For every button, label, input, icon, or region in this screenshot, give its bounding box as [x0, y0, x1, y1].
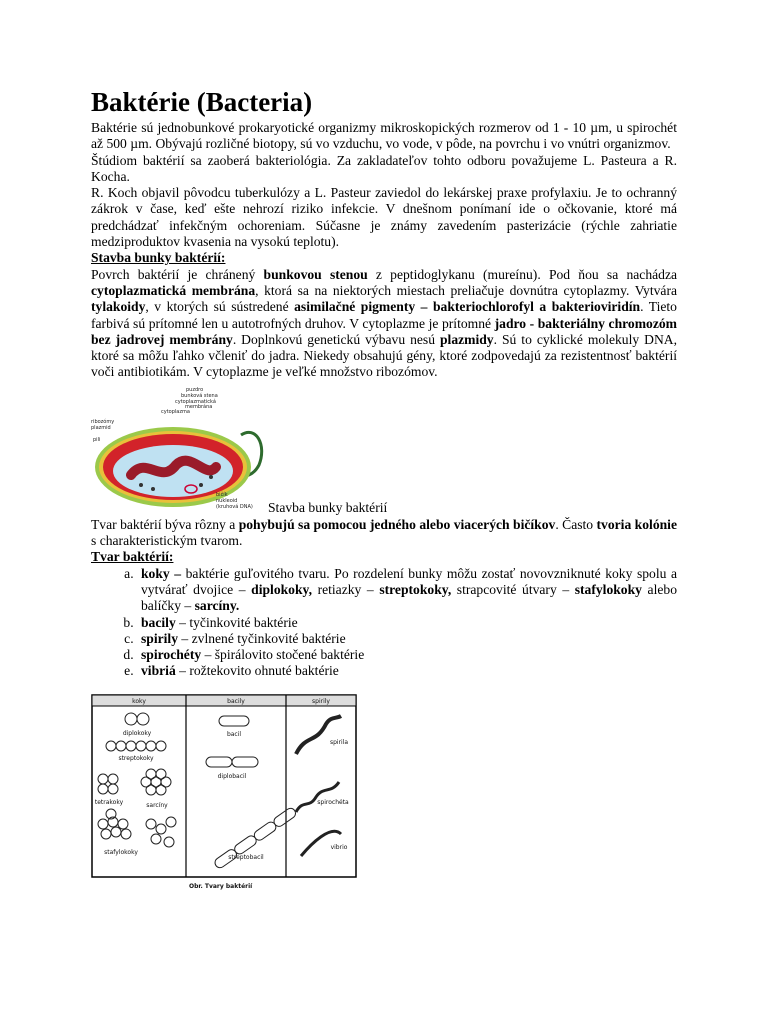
label-ribosomes: ribozómy	[91, 418, 115, 425]
label-cytoplasm: cytoplazma	[161, 408, 190, 415]
label-sarciny: sarcíny	[146, 801, 168, 809]
label-pili: pili	[93, 436, 101, 443]
shapes-list	[91, 566, 677, 680]
label-flagellum: bičík	[216, 491, 228, 498]
structure-paragraph: Povrch baktérií je chránený bunkovou stenou z peptidoglykanu (mureínu). Pod ňou sa nachádza cytoplazmatická membrána, ktorá sa na niektorých miestach preliačuje dovnútra cytoplazmy. Vytvára tylakoidy, v ktorých sú sústredené asimilačné pigmenty – bakteriochlorofyl a bakterioviridín. Tieto farbivá sú prítomné len u autotrofných druhov. V cytoplazme je prítomné jadro - bakteriálny chromozóm bez jadrovej membrány. Doplnkovú genetickú výbavu nesú plazmidy. Sú to cyklické molekuly DNA, ktoré sa môžu ľahko včleniť do jadra. Niekedy obsahujú gény, ktoré zodpovedajú za rezistentnosť baktérií voči antibiotikám. V cytoplazme je veľké množstvo ribozómov.	[91, 266, 678, 380]
structure-heading: Stavba bunky baktérií:	[91, 250, 226, 266]
label-plasmid: plazmid	[91, 424, 111, 431]
label-bacil: bacil	[226, 730, 242, 738]
label-membrane-2: membrána	[185, 403, 213, 410]
label-streptokoky: streptokoky	[118, 754, 154, 762]
label-capsule: puzdro	[186, 386, 204, 393]
list-item: c. spirily – zvlnené tyčinkovité baktérie	[137, 631, 677, 647]
shapes-heading: Tvar baktérií:	[91, 549, 174, 565]
label-streptobacil: streptobacil	[228, 853, 264, 861]
shapes-figure-caption: Obr. Tvary baktérií	[189, 882, 253, 890]
label-spirila: spirila	[329, 738, 349, 746]
label-tetrakoky: tetrakoky	[94, 798, 124, 806]
intro-paragraph-3: R. Koch objavil pôvodcu tuberkulózy a L. Pasteur zaviedol do lekárskej praxe profylaxiu. Je to ochranný zákrok v čase, keď ešte nehrozí riziko infekcie. V dnešnom ponímaní ide o očkovanie, ktoré má predchádzať infekčným ochoreniam. Súčasne je známy zavedením pasterizácie (rýchle zahriatie medziproduktov kvasenia na vysokú teplotu).	[91, 185, 677, 250]
colonies-paragraph: Tvar baktérií býva rôzny a pohybujú sa pomocou jedného alebo viacerých bičíkov. Často tvoria kolónie s charakteristickým tvarom.	[91, 516, 677, 549]
label-diplokoky: diplokoky	[122, 729, 152, 737]
label-diplobacil: diplobacil	[217, 772, 247, 780]
column-spirily: spirily	[312, 697, 330, 705]
label-membrane: cytoplazmatická	[175, 398, 216, 405]
label-nucleoid: nukleoid	[216, 497, 238, 504]
label-spirocheta: spirochéta	[317, 798, 349, 806]
list-item: e. vibriá – rožtekovito ohnuté baktérie	[137, 663, 677, 679]
shapes-figure	[91, 694, 677, 896]
cell-figure-caption: Stavba bunky baktérií	[268, 500, 388, 516]
list-item: d. spirochéty – špirálovito stočené baktérie	[137, 647, 677, 663]
label-vibrio: vibrio	[330, 843, 348, 851]
list-item: b. bacily – tyčinkovité baktérie	[137, 615, 677, 631]
list-item: a. koky – baktérie guľovitého tvaru. Po rozdelení bunky môžu zostať novovzniknuté koky spolu a vytvárať dvojice – diplokoky, retiazky – streptokoky, strapcovité útvary – stafylokoky alebo balíčky – sarcíny.	[137, 566, 677, 615]
label-cell-wall: bunková stena	[181, 392, 218, 399]
cell-figure	[91, 385, 677, 517]
column-koky: koky	[132, 697, 146, 705]
label-dna: (kruhová DNA)	[216, 503, 253, 510]
intro-paragraph-1: Baktérie sú jednobunkové prokaryotické organizmy mikroskopických rozmerov od 1 - 10 µm, u spirochét až 500 µm. Obývajú rozličné biotopy, sú vo vzduchu, vo vode, v pôde, na povrchu i vo vnútri organizmov.	[91, 120, 677, 152]
label-stafylokoky: stafylokoky	[104, 848, 138, 856]
page-title: Baktérie (Bacteria)	[91, 87, 313, 117]
bacteria-shapes-diagram	[91, 694, 359, 892]
column-bacily: bacily	[227, 697, 245, 705]
intro-paragraph-2: Štúdiom baktérií sa zaoberá bakteriológia. Za zakladateľov tohto odboru považujeme L. Pasteura a R. Kocha.	[91, 152, 677, 184]
document	[91, 86, 677, 896]
bacterial-cell-diagram	[91, 385, 267, 515]
